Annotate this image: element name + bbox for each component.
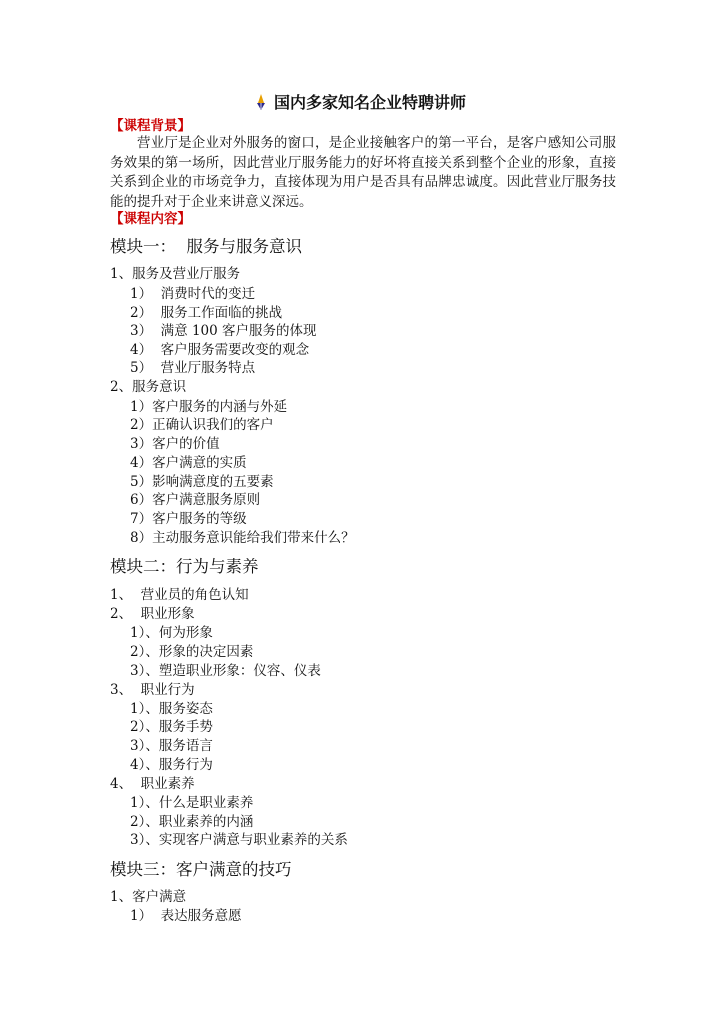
list-item: 2）、职业素养的内涵 bbox=[130, 814, 254, 830]
list-item: 1）客户服务的内涵与外延 bbox=[130, 399, 288, 415]
content-label: 【课程内容】 bbox=[110, 211, 191, 227]
document-title: 国内多家知名企业特聘讲师 bbox=[273, 93, 466, 112]
list-item: 3）、塑造职业形象：仪容、仪表 bbox=[130, 663, 321, 679]
module-title: 模块三：客户满意的技巧 bbox=[110, 860, 292, 879]
list-item: 1）、服务姿态 bbox=[130, 701, 213, 717]
module-title: 模块一： 服务与服务意识 bbox=[110, 237, 302, 256]
section-heading: 2、 职业形象 bbox=[110, 606, 195, 622]
document-title-row bbox=[0, 92, 720, 114]
list-item: 3） 满意 100 客户服务的体现 bbox=[130, 323, 317, 339]
list-item: 2）正确认识我们的客户 bbox=[130, 417, 274, 433]
list-item: 2）、形象的决定因素 bbox=[130, 644, 254, 660]
pen-nib-icon bbox=[254, 94, 268, 110]
list-item: 7）客户服务的等级 bbox=[130, 511, 247, 527]
section-heading: 1、客户满意 bbox=[110, 889, 187, 905]
list-item: 6）客户满意服务原则 bbox=[130, 492, 261, 508]
background-paragraph: 营业厅是企业对外服务的窗口，是企业接触客户的第一平台，是客户感知公司服务效果的第一场所，因此营业厅服务能力的好坏将直接关系到整个企业的形象，直接关系到企业的市场竞争力，直接体现为用户是否具有品牌忠诚度。因此营业厅服务技能的提升对于企业来讲意义深远。 bbox=[110, 135, 616, 210]
section-heading: 4、 职业素养 bbox=[110, 776, 195, 792]
list-item: 1） 消费时代的变迁 bbox=[130, 286, 256, 302]
section-heading: 1、 营业员的角色认知 bbox=[110, 587, 249, 603]
background-label: 【课程背景】 bbox=[110, 118, 191, 134]
list-item: 5） 营业厅服务特点 bbox=[130, 360, 256, 376]
list-item: 3）、服务语言 bbox=[130, 738, 213, 754]
list-item: 3）、实现客户满意与职业素养的关系 bbox=[130, 832, 348, 848]
list-item: 3）客户的价值 bbox=[130, 436, 220, 452]
section-heading: 3、 职业行为 bbox=[110, 682, 195, 698]
list-item: 8）主动服务意识能给我们带来什么？ bbox=[130, 530, 355, 546]
module-title: 模块二：行为与素养 bbox=[110, 557, 259, 576]
section-heading: 1、服务及营业厅服务 bbox=[110, 266, 241, 282]
list-item: 4） 客户服务需要改变的观念 bbox=[130, 342, 310, 358]
list-item: 1） 表达服务意愿 bbox=[130, 908, 242, 924]
list-item: 1）、什么是职业素养 bbox=[130, 795, 254, 811]
list-item: 2） 服务工作面临的挑战 bbox=[130, 305, 283, 321]
list-item: 4）、服务行为 bbox=[130, 757, 213, 773]
list-item: 1）、何为形象 bbox=[130, 625, 213, 641]
list-item: 5）影响满意度的五要素 bbox=[130, 474, 274, 490]
section-heading: 2、服务意识 bbox=[110, 379, 187, 395]
list-item: 2）、服务手势 bbox=[130, 719, 213, 735]
list-item: 4）客户满意的实质 bbox=[130, 455, 247, 471]
